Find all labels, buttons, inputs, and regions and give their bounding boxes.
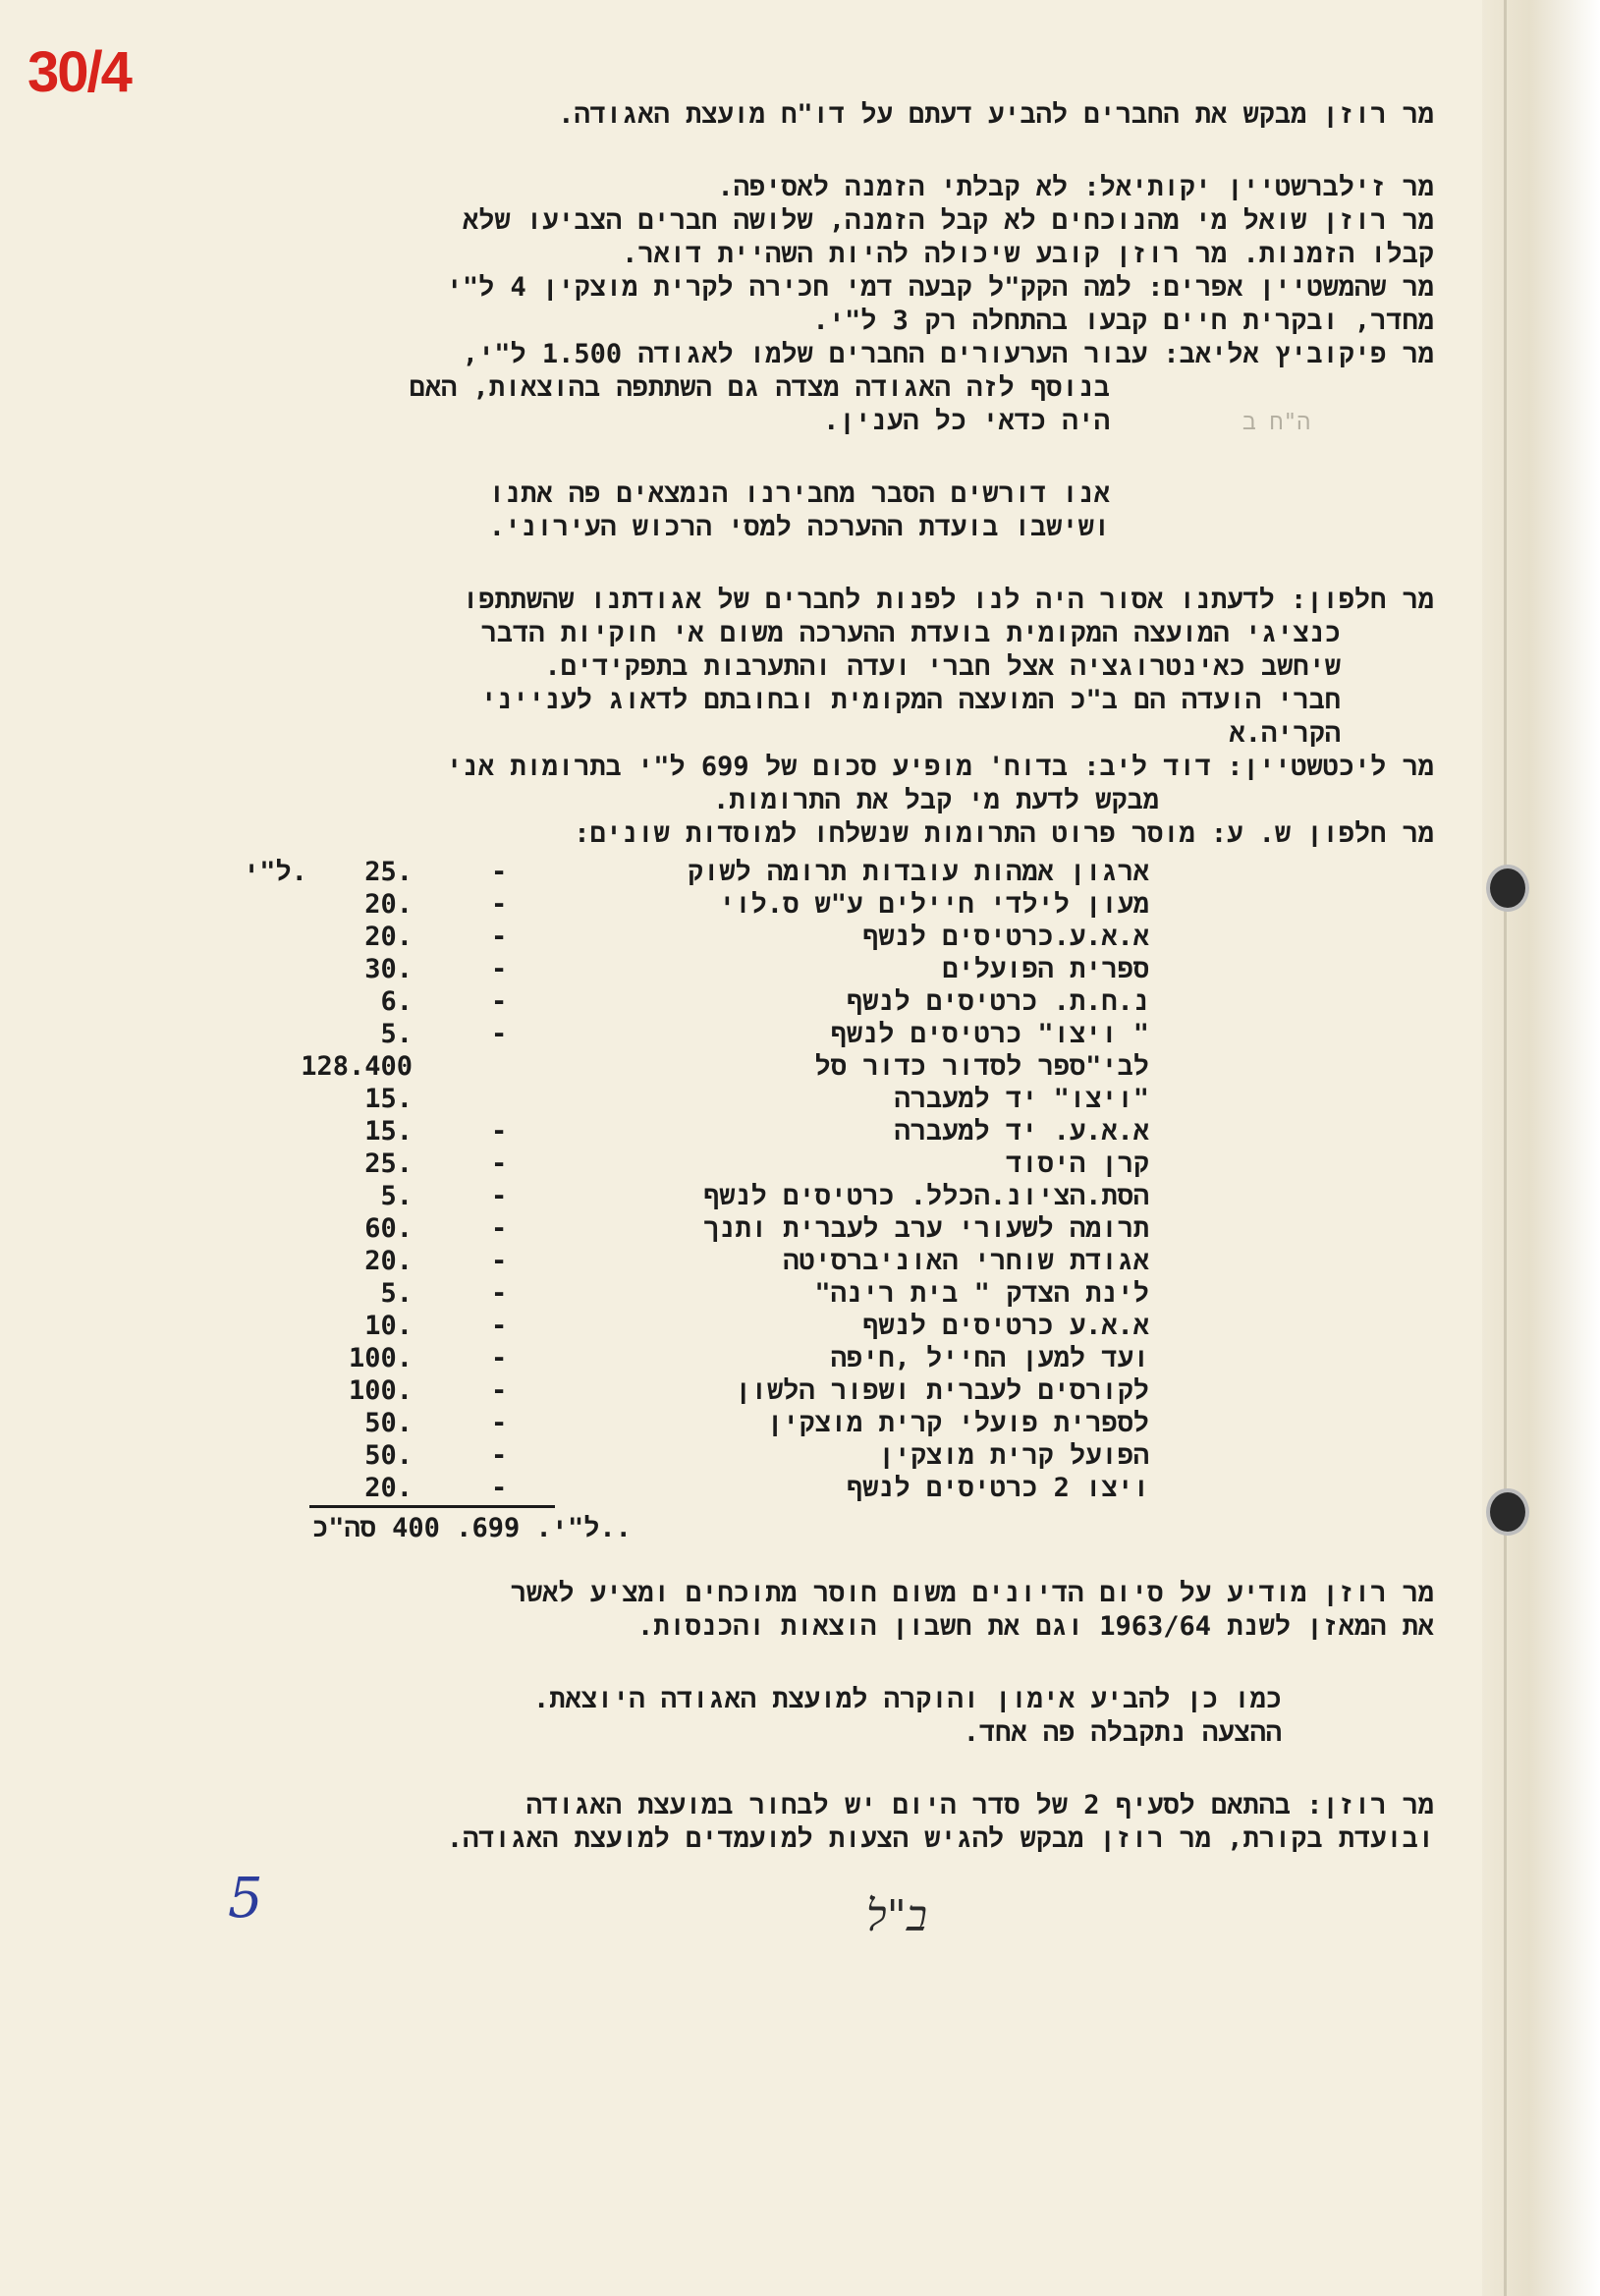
contribution-description: ועד למען החייל ,חיפה <box>830 1343 1149 1373</box>
paragraph-zilberstein <box>172 171 1434 204</box>
text-line: מר שהמשטיין אפרים: למה הקק"ל קבעה דמי חכירה לקרית מוצקין 4 ל"י <box>446 272 1434 303</box>
contribution-unit: ל"י. <box>244 857 307 887</box>
text-line: ובועדת בקורת, מר רוזן מבקש להגיש הצעות למועמדים למועצת האגודה. <box>446 1823 1434 1854</box>
contribution-dash: - <box>491 922 508 952</box>
text-line: את המאזן לשנת 1963/64 וגם את חשבון הוצאות והכנסות. <box>637 1611 1434 1642</box>
contribution-row <box>265 1213 1149 1246</box>
contribution-dash: - <box>491 1278 508 1309</box>
paragraph-confidence <box>172 1683 1434 1750</box>
total-label: סה"כ.. <box>312 1513 632 1543</box>
paragraph-demand <box>172 477 1434 544</box>
contribution-description: תרומה לשעורי ערב לעברית ותנך <box>703 1213 1149 1244</box>
contribution-amount: 128.400 <box>301 1051 413 1082</box>
contribution-description: לספרית פועלי קרית מוצקין <box>766 1408 1149 1438</box>
contribution-description: ארגון אמהות עובדות תרומה לשוק <box>687 857 1149 887</box>
text-line: מר פיקוביץ אליאב: עבור הערעורים החברים שלמו לאגודה 1.500 ל"י, <box>462 339 1434 369</box>
contribution-row <box>265 1148 1149 1181</box>
document-body <box>172 98 1434 851</box>
contribution-description: ויצו 2 כרטיסים לנשף <box>846 1473 1149 1503</box>
page-number: 30/4 <box>28 40 131 104</box>
paragraph-halfon <box>172 584 1434 751</box>
text-line: מר רוזן מודיע על סיום הדיונים משום חוסר מתוכחים ומציע לאשר <box>510 1578 1434 1608</box>
contribution-description: נ.ח.ת. כרטיסים לנשף <box>846 986 1149 1017</box>
contribution-amount: 20. <box>364 922 413 952</box>
contribution-description: קרן היסוד <box>1006 1148 1149 1179</box>
contribution-row <box>265 1246 1149 1278</box>
contribution-amount: 100. <box>348 1343 413 1373</box>
paragraph-rozen-asks <box>172 204 1434 271</box>
contribution-dash: - <box>491 1019 508 1049</box>
text-line: היה כדאי כל הענין. <box>823 406 1110 436</box>
contribution-amount: 15. <box>364 1084 413 1114</box>
contribution-dash: - <box>491 1181 508 1211</box>
closing-section <box>172 1577 1434 1856</box>
contribution-description: מעון לילדי חיילים ע"ש ס.לוי <box>719 889 1149 920</box>
text-line: קבלו הזמנות. מר רוזן קובע שיכולה להיות השהיית דואר. <box>622 239 1434 269</box>
contribution-amount: 50. <box>364 1440 413 1471</box>
contribution-amount: 50. <box>364 1408 413 1438</box>
contribution-amount: 10. <box>364 1311 413 1341</box>
text-line: חברי הועדה הם ב"כ המועצה המקומית ובחובתם לדאוג לענייני <box>480 685 1341 715</box>
contribution-amount: 60. <box>364 1213 413 1244</box>
contribution-amount: 5. <box>380 1181 413 1211</box>
text-line: מר רוזן: בהתאם לסעיף 2 של סדר היום יש לבחור במועצת האגודה <box>525 1790 1434 1820</box>
contribution-description: א.א.ע כרטיסים לנשף <box>862 1311 1149 1341</box>
text-line: אנו דורשים הסבר מחבירנו הנמצאים פה אתנו <box>488 478 1110 509</box>
contribution-amount: 5. <box>380 1278 413 1309</box>
text-line: בנוסף לזה האגודה מצדה גם השתתפה בהוצאות, האם <box>409 372 1110 403</box>
contribution-row <box>265 1408 1149 1440</box>
contribution-row <box>265 1116 1149 1148</box>
contribution-amount: 20. <box>364 889 413 920</box>
contributions-table <box>244 857 1149 1505</box>
contribution-row <box>265 1311 1149 1343</box>
contribution-amount: 6. <box>380 986 413 1017</box>
paper-edge <box>1482 0 1600 2296</box>
contribution-row <box>265 889 1149 922</box>
contribution-amount: 20. <box>364 1473 413 1503</box>
text-line: מר רוזן שואל מי מהנוכחים לא קבל הזמנה, שלושה חברים הצביעו שלא <box>463 205 1434 236</box>
contribution-row <box>265 1051 1149 1084</box>
contribution-dash: - <box>491 1213 508 1244</box>
contribution-dash: - <box>491 889 508 920</box>
punch-hole <box>1486 865 1529 912</box>
handwritten-mark: 5 <box>228 1867 263 1931</box>
contribution-dash: - <box>491 954 508 984</box>
text-line: מר חלפון: לדעתנו אסור היה לנו לפנות לחברים של אגודתנו שהשתתפו <box>463 585 1434 615</box>
paragraph-rozen-approve <box>172 1577 1434 1644</box>
contribution-dash: - <box>491 1116 508 1147</box>
total-row <box>295 1513 632 1545</box>
contribution-row <box>265 1084 1149 1116</box>
paragraph-lichtstein <box>172 751 1434 817</box>
contribution-row <box>265 1440 1149 1473</box>
contribution-amount: 5. <box>380 1019 413 1049</box>
paragraph-election <box>172 1789 1434 1856</box>
contribution-amount: 25. <box>364 1148 413 1179</box>
contribution-row <box>265 1278 1149 1311</box>
total-rule <box>309 1505 555 1508</box>
contribution-description: אגודת שוחרי האוניברסיטה <box>783 1246 1149 1276</box>
contribution-dash: - <box>491 857 508 887</box>
contribution-amount: 30. <box>364 954 413 984</box>
text-line: ההצעה נתקבלה פה אחד. <box>963 1717 1282 1748</box>
paragraph-efraim <box>172 271 1434 338</box>
contribution-row <box>265 1375 1149 1408</box>
contribution-description: לבי"ספר לסדור כדור סל <box>814 1051 1149 1082</box>
text-line: שיחשב כאינטרוגציה אצל חברי ועדה והתערבות בתפקידים. <box>544 651 1341 682</box>
contribution-row <box>265 954 1149 986</box>
text-line: מר ליכטשטיין: דוד ליב: בדוח' מופיע סכום של 699 ל"י בתרומות אני <box>446 752 1434 782</box>
text-line: מבקש לדעת מי קבל את התרומות. <box>713 785 1159 815</box>
total-amount: 699. 400 <box>392 1513 521 1543</box>
faded-stamp: ה"ח ב <box>1242 410 1311 435</box>
contribution-dash: - <box>491 1408 508 1438</box>
total-unit: ל"י. <box>535 1513 600 1543</box>
contribution-description: א.א.ע. יד למעברה <box>894 1116 1149 1147</box>
paragraph-pikovitz <box>172 338 1434 438</box>
contribution-dash: - <box>491 1311 508 1341</box>
contribution-row <box>244 857 1149 889</box>
contribution-dash: - <box>491 1440 508 1471</box>
contribution-amount: 25. <box>364 857 413 887</box>
handwritten-initials: ב"ל <box>866 1891 928 1941</box>
contribution-dash: - <box>491 1246 508 1276</box>
paragraph-halfon-contributions <box>172 817 1434 851</box>
contribution-row <box>265 1343 1149 1375</box>
contribution-row <box>265 1019 1149 1051</box>
text-line: מר זילברשטיין יקותיאל: לא קבלתי הזמנה לאסיפה. <box>717 172 1434 202</box>
contribution-amount: 100. <box>348 1375 413 1406</box>
contribution-dash: - <box>491 1148 508 1179</box>
text-line: מר רוזן מבקש את החברים להביע דעתם על דו"ח מועצת האגודה. <box>558 99 1434 130</box>
contribution-amount: 20. <box>364 1246 413 1276</box>
text-line: מר חלפון ש. ע: מוסר פרוט התרומות שנשלחו למוסדות שונים: <box>574 818 1434 849</box>
contribution-row <box>265 986 1149 1019</box>
contribution-description: ספרית הפועלים <box>942 954 1149 984</box>
contribution-row <box>265 922 1149 954</box>
contribution-dash: - <box>491 986 508 1017</box>
paragraph-rozen-request <box>172 98 1434 132</box>
text-line: מחדר, ובקרית חיים קבעו בהתחלה רק 3 ל"י. <box>812 306 1434 336</box>
contribution-dash: - <box>491 1375 508 1406</box>
contribution-description: הפועל קרית מוצקין <box>878 1440 1149 1471</box>
text-line: כמו כן להביע אימון והוקרה למועצת האגודה היוצאת. <box>533 1684 1282 1714</box>
contribution-description: " ויצו" כרטיסים לנשף <box>830 1019 1149 1049</box>
contribution-description: "ויצו" יד למעברה <box>894 1084 1149 1114</box>
text-line: ושישבו בועדת ההערכה למסי הרכוש העירוני. <box>488 512 1110 542</box>
contribution-dash: - <box>491 1473 508 1503</box>
contribution-dash: - <box>491 1343 508 1373</box>
text-line: כנציגי המועצה המקומית בועדת ההערכה משום אי חוקיות הדבר <box>480 618 1341 648</box>
contribution-amount: 15. <box>364 1116 413 1147</box>
contribution-row <box>265 1473 1149 1505</box>
paper-fold-line <box>1504 0 1507 2296</box>
contribution-description: לינת הצדק " בית רינה" <box>814 1278 1149 1309</box>
contribution-row <box>265 1181 1149 1213</box>
contribution-description: א.א.ע.כרטיסים לנשף <box>862 922 1149 952</box>
contribution-description: הסת.הציונ.הכלל. כרטיסים לנשף <box>703 1181 1149 1211</box>
text-line: הקריה.א <box>1229 718 1341 749</box>
contribution-description: לקורסים לעברית ושפור הלשון <box>735 1375 1149 1406</box>
punch-hole <box>1486 1488 1529 1536</box>
